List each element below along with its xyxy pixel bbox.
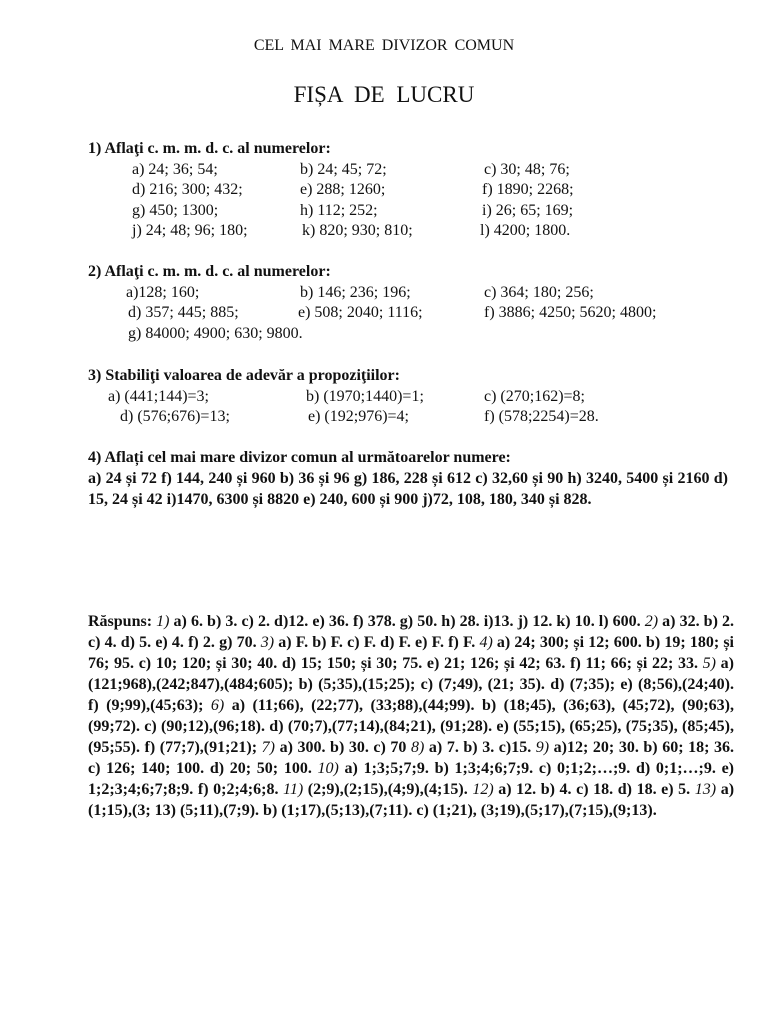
exercise-4-body: a) 24 și 72 f) 144, 240 și 960 b) 36 și 96 g) 186, 228 și 612 c) 32,60 și 90 h) 3240, 5400 și 2160 d) 15, 24 și 42 i)1470, 6300 și 8820 e) 240, 600 și 900 j)72, 108, 180, 340 și 828. — [88, 470, 728, 508]
answer-text: a) (11;66), (22;77), (33;88),(44;99). b) (18;45), (36;63), (45;72), (90;63),(99;72). c) (90;12),(96;18). d) (70;7),(77;14),(84;21), (91;28). e) (55;15), (65;25), (75;35), (85;45), (95;55). f) (77;7),(91;21); — [88, 697, 735, 756]
exercise-item: d) (576;676)=13; — [120, 408, 230, 425]
exercise-item: f) (578;2254)=28. — [484, 408, 599, 425]
answer-number: 4) — [479, 634, 493, 651]
answer-number: 10) — [317, 760, 339, 777]
exercise-item: b) 146; 236; 196; — [300, 283, 411, 301]
exercise-item: i) 26; 65; 169; — [482, 201, 574, 219]
answer-text: (2;9),(2;15),(4;9),(4;15). — [303, 781, 473, 798]
exercise-item: f) 3886; 4250; 5620; 4800; — [484, 304, 657, 321]
answer-text: a) 1;3;5;7;9. b) 1;3;4;6;7;9. c) 0;1;2;…;9. d) 0;1;…;9. e) 1;2;3;4;6;7;8;9. f) 0;2;4;6;8. — [88, 760, 735, 798]
exercise-3-heading: 3) Stabiliţi valoarea de adevăr a propoziţiilor: — [88, 367, 400, 384]
exercise-2-row — [88, 324, 708, 345]
answer-number: 3) — [260, 634, 275, 651]
exercise-4-heading: 4) Aflați cel mai mare divizor comun al următoarelor numere: — [88, 449, 511, 466]
exercise-item: j) 24; 48; 96; 180; — [132, 222, 248, 239]
page-subtitle: CEL MAI MARE DIVIZOR COMUN — [253, 37, 515, 54]
exercise-item: g) 84000; 4900; 630; 9800. — [128, 324, 303, 342]
exercise-item: c) 364; 180; 256; — [484, 283, 594, 301]
exercise-3-row — [88, 407, 708, 428]
answer-number: 9) — [535, 739, 550, 756]
exercise-2 — [88, 262, 708, 344]
exercise-2-row — [88, 303, 708, 324]
answer-number: 2) — [644, 613, 659, 630]
answer-number: 11) — [283, 781, 304, 798]
answer-number: 8) — [411, 739, 425, 756]
exercise-item: f) 1890; 2268; — [482, 181, 574, 198]
exercise-item: g) 450; 1300; — [132, 201, 219, 219]
exercise-item: e) 508; 2040; 1116; — [298, 304, 423, 321]
exercise-2-heading: 2) Aflaţi c. m. m. d. c. al numerelor: — [88, 263, 331, 280]
exercise-item: b) 24; 45; 72; — [300, 160, 387, 178]
answer-number: 5) — [702, 655, 716, 672]
answer-number: 13) — [694, 781, 717, 798]
exercise-2-row — [88, 283, 708, 304]
exercise-1-row — [88, 180, 708, 201]
answer-text: a) 12. b) 4. c) 18. d) 18. e) 5. — [493, 781, 695, 798]
answer-number: 12) — [472, 781, 494, 798]
exercise-item: e) (192;976)=4; — [308, 408, 409, 425]
answer-text: a) (1;15),(3; 13) (5;11),(7;9). b) (1;17),(5;13),(7;11). c) (1;21), (3;19),(5;17),(7;15),(9;13). — [88, 781, 735, 819]
answer-text: a) F. b) F. c) F. d) F. e) F. f) F. — [274, 634, 480, 651]
exercise-item: d) 357; 445; 885; — [128, 304, 239, 321]
exercise-item: k) 820; 930; 810; — [302, 222, 413, 239]
exercise-1-row — [88, 221, 708, 242]
exercise-4 — [88, 447, 728, 510]
exercise-3-row — [88, 387, 708, 408]
answers-block — [88, 611, 734, 821]
exercise-item: l) 4200; 1800. — [480, 222, 571, 239]
answer-text: a) 7. b) 3. c)15. — [424, 739, 536, 756]
answer-text: a) (121;968),(242;847),(484;605); b) (5;35),(15;25); c) (7;49), (21; 35). d) (7;35); e) (8;56),(24;40). f) (9;99),(45;63); — [88, 655, 735, 714]
answer-number: 1) — [156, 613, 170, 630]
exercise-1-row — [88, 201, 708, 222]
exercise-item: d) 216; 300; 432; — [132, 181, 243, 198]
answer-text: a)12; 20; 30. b) 60; 18; 36. c) 126; 140; 100. d) 20; 50; 100. — [88, 739, 735, 777]
exercise-item: c) 30; 48; 76; — [484, 160, 570, 178]
exercise-item: a) (441;144)=3; — [108, 387, 209, 405]
exercise-1-row — [88, 160, 708, 181]
answer-text: a) 300. b) 30. c) 70 — [275, 739, 412, 756]
exercise-1-heading: 1) Aflaţi c. m. m. d. c. al numerelor: — [88, 140, 331, 157]
answer-text: a) 32. b) 2. c) 4. d) 5. e) 4. f) 2. g) 70. — [88, 613, 735, 651]
page-title: FIȘA DE LUCRU — [293, 82, 475, 107]
exercise-item: e) 288; 1260; — [300, 181, 386, 198]
answer-text: a) 6. b) 3. c) 2. d)12. e) 36. f) 378. g) 50. h) 28. i)13. j) 12. k) 10. l) 600. — [169, 613, 645, 630]
exercise-3 — [88, 366, 708, 428]
exercise-item: a)128; 160; — [126, 283, 200, 301]
answer-number: 7) — [261, 739, 275, 756]
exercise-1 — [88, 139, 708, 242]
exercise-item: h) 112; 252; — [300, 201, 378, 219]
answer-text: a) 24; 300; și 12; 600. b) 19; 180; și 76; 95. c) 10; 120; și 30; 40. d) 15; 150; și 30; 75. e) 21; 126; și 42; 63. f) 11; 66; și 22; 33. — [88, 634, 735, 672]
exercise-item: b) (1970;1440)=1; — [306, 387, 424, 405]
exercise-item: a) 24; 36; 54; — [132, 160, 218, 178]
answer-number: 6) — [210, 697, 225, 714]
exercise-item: c) (270;162)=8; — [484, 387, 585, 405]
answers-label: Răspuns: — [88, 613, 153, 630]
